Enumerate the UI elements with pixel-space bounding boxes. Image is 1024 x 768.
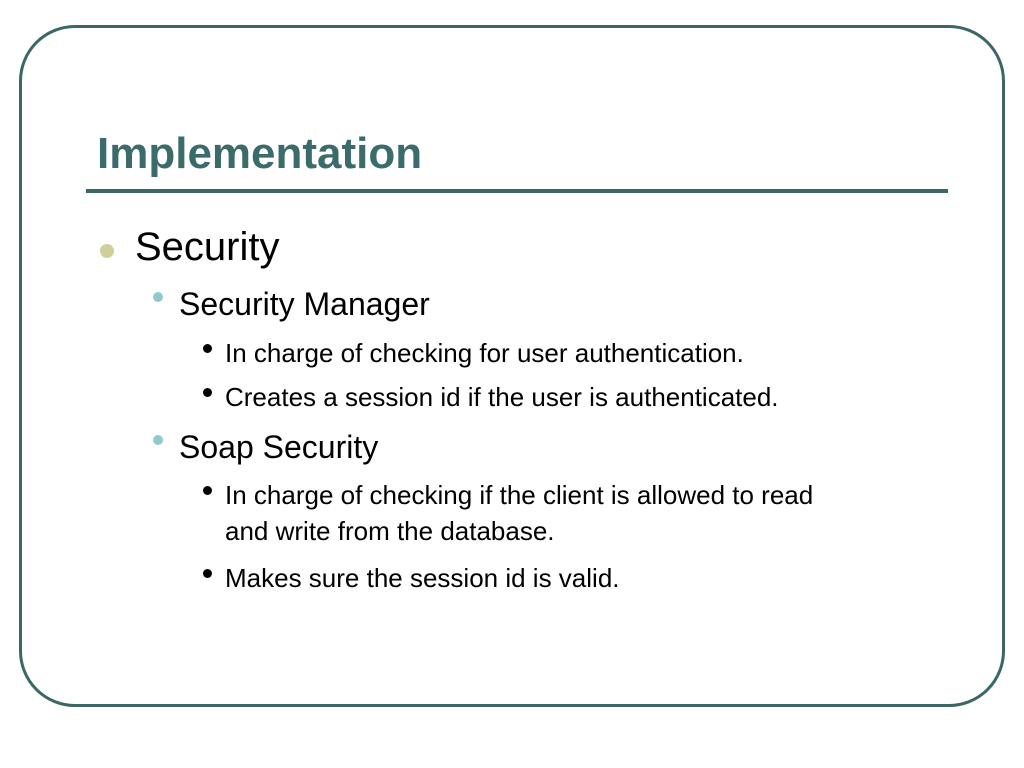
bullet-security-manager — [179, 285, 430, 323]
bullet-soap-security-text: Soap Security — [179, 429, 379, 465]
bullet-security-manager-text: Security Manager — [179, 286, 430, 322]
bullet-ss-item-1-line-1: In charge of checking if the client is allowed to read — [225, 480, 814, 510]
bullet-ss-item-1-line-2: and write from the database. — [225, 516, 555, 546]
bullet-sm-item-1-text: In charge of checking for user authentication. — [225, 338, 744, 368]
bullet-sm-item-2 — [225, 379, 779, 415]
bullet-ss-item-1 — [225, 477, 813, 549]
bullet-security — [135, 224, 280, 270]
bullet-security-text: Security — [135, 225, 280, 269]
bullet-l3-icon — [203, 569, 212, 578]
bullet-sm-item-2-text: Creates a session id if the user is authenticated. — [225, 382, 779, 412]
bullet-l1-icon — [100, 244, 114, 258]
slide-title: Implementation — [97, 129, 423, 178]
bullet-l3-icon — [203, 344, 212, 353]
bullet-sm-item-1 — [225, 335, 744, 371]
bullet-ss-item-2 — [225, 560, 620, 596]
bullet-l2-icon — [153, 292, 163, 302]
bullet-l3-icon — [203, 486, 212, 495]
bullet-l3-icon — [203, 388, 212, 397]
bullet-soap-security — [179, 428, 378, 466]
bullet-ss-item-2-text: Makes sure the session id is valid. — [225, 563, 620, 593]
bullet-l2-icon — [153, 435, 163, 445]
